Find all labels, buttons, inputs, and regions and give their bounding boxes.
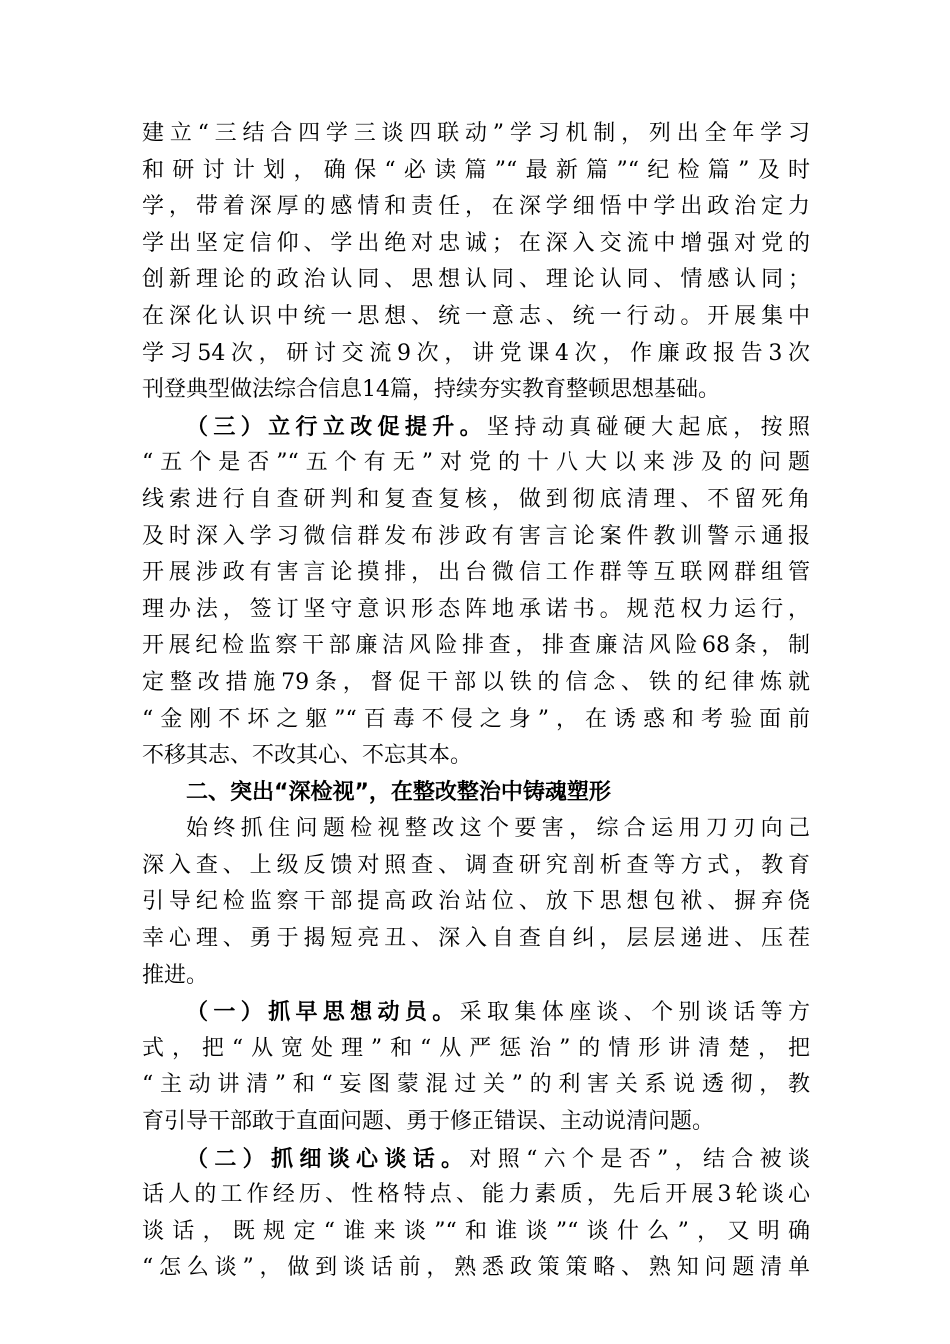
text-line: 开展涉政有害言论摸排，出台微信工作群等互联网群组管 [142,560,810,586]
text-run: 采取集体座谈、个别谈话等方 [459,1000,810,1026]
text-line: 及时深入学习微信群发布涉政有害言论案件教训警示通报 [142,523,810,549]
text-run: 对照“六个是否”，结合被谈 [469,1146,810,1172]
paragraph-study-mechanism [142,116,810,409]
text-line: 谈话，既规定“谁来谈”“和谁谈”“谈什么”，又明确 [142,1218,810,1244]
text-line [142,409,810,446]
text-line: “主动讲清”和“妄图蒙混过关”的利害关系说透彻，教 [142,1072,810,1098]
text-line: 和研讨计划，确保“必读篇”“最新篇”“纪检篇”及时 [142,157,810,183]
text-line: 始终抓住问题检视整改这个要害，综合运用刀刃向己 [186,816,810,842]
text-line: 线索进行自查研判和复查复核，做到彻底清理、不留死角 [142,486,810,512]
text-line: 式，把“从宽处理”和“从严惩治”的情形讲清楚，把 [142,1035,810,1061]
subsection-lead: （三）立行立改促提升。 [186,413,487,440]
text-line: 理办法，签订坚守意识形态阵地承诺书。规范权力运行， [142,596,810,622]
paragraph-heart-to-heart-talks [142,1141,810,1287]
text-line: 引导纪检监察干部提高政治站位、放下思想包袱、摒弃侥 [142,889,810,915]
section-heading: 二、突出“深检视”，在整改整治中铸魂塑形 [186,779,611,805]
paragraph-mobilization [142,994,810,1140]
text-line: 建立“三结合四学三谈四联动”学习机制，列出全年学习 [142,121,810,146]
text-line: 推进。 [142,962,209,988]
text-line: 学，带着深厚的感情和责任，在深学细悟中学出政治定力 [142,194,810,220]
text-line: 在深化认识中统一思想、统一意志、统一行动。开展集中 [142,303,810,329]
subsection-lead: （二）抓细谈心谈话。 [186,1145,470,1172]
document-body [142,116,810,1287]
text-run: 坚持动真碰硬大起底，按照 [487,414,810,440]
text-line [142,994,810,1031]
subsection-lead: （一）抓早思想动员。 [186,999,460,1026]
paragraph-problem-review [142,811,810,994]
text-line [142,1141,810,1178]
text-line: 定整改措施79条，督促干部以铁的信念、铁的纪律炼就 [142,669,810,695]
text-line: 学习54次，研讨交流9次，讲党课4次，作廉政报告3次 [142,340,810,366]
text-line: “五个是否”“五个有无”对党的十八大以来涉及的问题 [142,450,810,476]
text-line: 话人的工作经历、性格特点、能力素质，先后开展3轮谈心 [142,1182,810,1208]
text-line: 创新理论的政治认同、思想认同、理论认同、情感认同； [142,267,810,293]
text-line: “金刚不坏之躯”“百毒不侵之身”，在诱惑和考验面前 [142,706,810,732]
text-line: 深入查、上级反馈对照查、调查研究剖析查等方式，教育 [142,852,810,878]
text-line: 刊登典型做法综合信息14篇，持续夯实教育整顿思想基础。 [142,377,720,403]
text-line: 幸心理、勇于揭短亮丑、深入自查自纠，层层递进、压茬 [142,926,810,952]
text-line: “怎么谈”，做到谈话前，熟悉政策策略、熟知问题清单 [142,1255,810,1281]
text-line: 开展纪检监察干部廉洁风险排查，排查廉洁风险68条，制 [142,633,810,659]
text-line: 不移其志、不改其心、不忘其本。 [142,743,473,769]
paragraph-rectify-promptly [142,409,810,775]
text-line: 学出坚定信仰、学出绝对忠诚；在深入交流中增强对党的 [142,230,810,256]
text-line: 育引导干部敢于直面问题、勇于修正错误、主动说清问题。 [142,1109,715,1135]
